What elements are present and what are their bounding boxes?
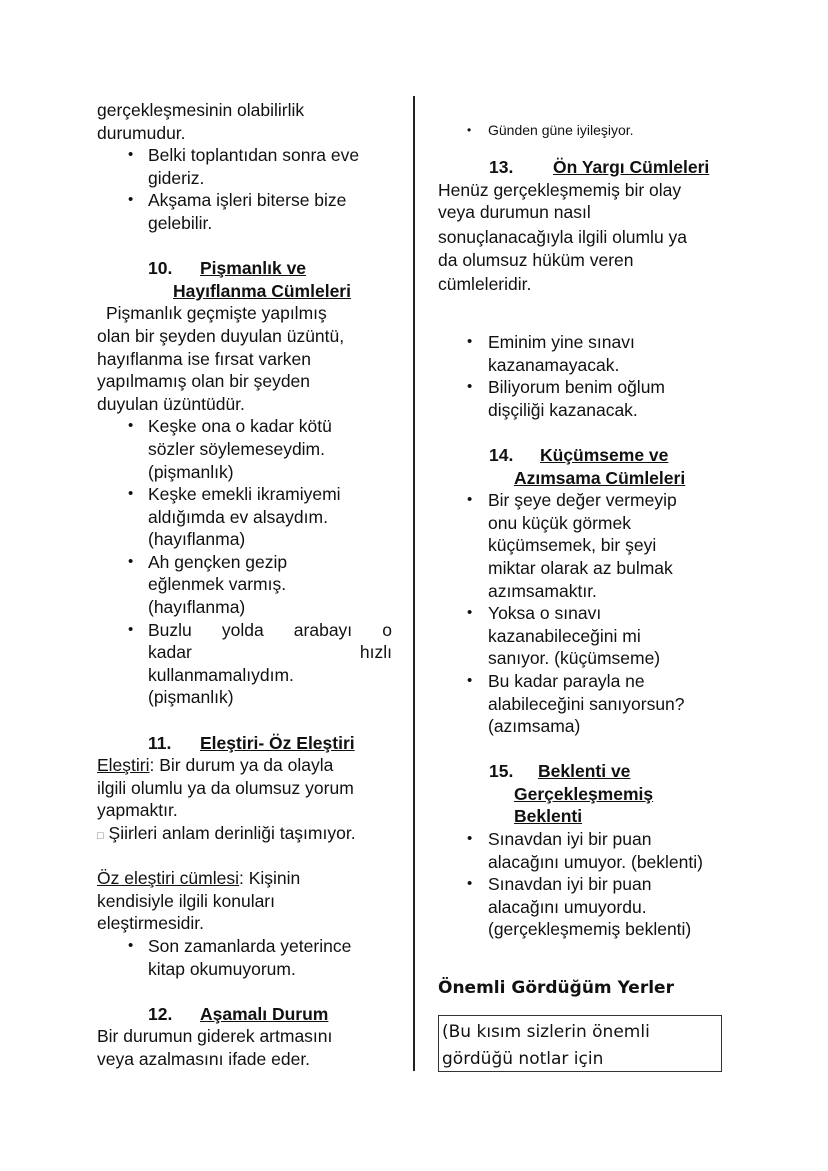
section-heading-15 xyxy=(438,760,733,783)
list-text: küçümsemek, bir şeyi xyxy=(488,535,657,556)
list-item xyxy=(97,415,392,438)
list-item xyxy=(438,670,733,693)
bullet-icon: • xyxy=(128,936,134,954)
bullet-icon: • xyxy=(467,671,473,689)
text-line: gerçekleşmesinin olabilirlik xyxy=(97,100,305,120)
text-line: : Bir durum ya da olayla xyxy=(149,755,334,776)
right-column-top xyxy=(438,120,733,140)
section-number: 10. xyxy=(148,258,173,279)
list-text: Sınavdan iyi bir puan xyxy=(488,829,652,850)
section-heading-11 xyxy=(97,732,392,755)
section-heading-10 xyxy=(97,257,392,280)
list-text: aldığımda ev alsaydım. xyxy=(148,506,328,527)
section-title: Azımsama Cümleleri xyxy=(514,467,686,488)
list-text: (pişmanlık) xyxy=(148,461,234,482)
section-number: 12. xyxy=(148,1003,173,1024)
bullet-icon: • xyxy=(128,146,134,164)
text-line: Şiirleri anlam derinliği taşımıyor. xyxy=(108,823,356,843)
left-column xyxy=(97,99,392,1071)
text-line: duyulan üzüntüdür. xyxy=(97,393,245,414)
definition xyxy=(97,754,392,777)
section-title: Beklenti xyxy=(514,806,583,827)
notes-heading: Önemli Gördüğüm Yerler xyxy=(438,978,674,998)
list-text: (gerçekleşmemiş beklenti) xyxy=(488,919,692,940)
list-text: miktar olarak az bulmak xyxy=(488,557,673,578)
list-item xyxy=(438,489,733,512)
list-item xyxy=(438,873,733,896)
section-title: Aşamalı Durum xyxy=(200,1003,329,1024)
checkbox-glyph-icon: □ xyxy=(97,830,104,842)
list-item xyxy=(97,189,392,212)
list-text: gideriz. xyxy=(148,167,205,188)
list-text: Son zamanlarda yeterince xyxy=(148,935,352,956)
section-number: 13. xyxy=(489,157,514,177)
list-text: Ah gençken gezip xyxy=(148,551,288,572)
bullet-icon: • xyxy=(467,830,473,848)
list-item xyxy=(438,120,733,140)
section-number: 14. xyxy=(489,444,514,465)
list-text: kadar hızlı xyxy=(148,642,392,663)
list-text: sanıyor. (küçümseme) xyxy=(488,648,661,669)
list-text: Buzlu yolda arabayı o xyxy=(148,619,392,640)
definition xyxy=(97,867,392,890)
list-text: sözler söylemeseydim. xyxy=(148,438,325,459)
list-item xyxy=(438,602,733,625)
list-item xyxy=(438,331,733,354)
text-line: yapmaktır. xyxy=(97,800,178,821)
list-text: alacağını umuyordu. xyxy=(488,896,647,917)
text-line: durumudur. xyxy=(97,122,186,143)
list-item xyxy=(97,144,392,167)
section-title: Gerçekleşmemiş xyxy=(514,783,654,804)
notes-text: gördüğü notlar için xyxy=(442,1049,604,1069)
list-text: Keşke emekli ikramiyemi xyxy=(148,484,341,505)
list-text: Bu kadar parayla ne xyxy=(488,670,645,691)
list-item xyxy=(97,619,392,642)
list-text: Sınavdan iyi bir puan xyxy=(488,874,652,895)
section-title: Küçümseme ve xyxy=(540,444,669,465)
section-title: Hayıflanma Cümleleri xyxy=(173,280,351,301)
list-text: alacağını umuyor. (beklenti) xyxy=(488,851,703,872)
section-heading-14 xyxy=(438,444,733,467)
bullet-icon: • xyxy=(128,552,134,570)
list-item xyxy=(438,376,733,399)
list-text: (hayıflanma) xyxy=(148,529,246,550)
text-line: Pişmanlık geçmişte yapılmış xyxy=(106,303,327,324)
list-text: kazanabileceğini mi xyxy=(488,625,641,646)
section-13-examples xyxy=(438,331,733,941)
list-text: alabileceğini sanıyorsun? xyxy=(488,693,685,714)
bullet-icon: • xyxy=(467,378,473,396)
list-text: (pişmanlık) xyxy=(148,687,234,708)
text-line: cümleleridir. xyxy=(438,273,532,294)
section-title: Eleştiri- Öz Eleştiri xyxy=(200,732,355,753)
text-line: sonuçlanacağıyla ilgili olumlu ya xyxy=(438,226,688,247)
list-text: Günden güne iyileşiyor. xyxy=(488,122,634,138)
text-line: da olumsuz hüküm veren xyxy=(438,250,634,271)
section-title: Beklenti ve xyxy=(538,761,631,782)
section-title: Pişmanlık ve xyxy=(200,258,307,279)
list-text: eğlenmek varmış. xyxy=(148,574,287,595)
list-text: kazanamayacak. xyxy=(488,354,620,375)
list-item xyxy=(97,935,392,958)
text-line: veya azalmasını ifade eder. xyxy=(97,1048,311,1069)
text-line: : Kişinin xyxy=(238,868,301,889)
text-line: olan bir şeyden duyulan üzüntü, xyxy=(97,325,345,346)
bullet-icon: • xyxy=(128,417,134,435)
list-text: gelebilir. xyxy=(148,212,213,233)
list-item xyxy=(97,483,392,506)
section-number: 11. xyxy=(148,732,172,753)
text-line: ilgili olumlu ya da olumsuz yorum xyxy=(97,777,354,798)
notes-text: (Bu kısım sizlerin önemli xyxy=(442,1022,650,1042)
bullet-icon: • xyxy=(467,604,473,622)
column-divider xyxy=(413,96,415,1071)
bullet-icon: • xyxy=(467,333,473,350)
text-line: eleştirmesidir. xyxy=(97,913,204,934)
list-text: dişçiliği kazanacak. xyxy=(488,399,638,420)
list-text: Bir şeye değer vermeyip xyxy=(488,490,677,511)
text-line: Bir durumun giderek artmasını xyxy=(97,1026,333,1047)
list-item xyxy=(97,551,392,574)
bullet-icon: • xyxy=(467,123,472,137)
bullet-icon: • xyxy=(128,191,134,209)
text-line: hayıflanma ise fırsat varken xyxy=(97,348,311,369)
bullet-icon: • xyxy=(467,875,473,893)
list-text: Eminim yine sınavı xyxy=(488,332,635,352)
text-line: Henüz gerçekleşmemiş bir olay xyxy=(438,179,682,200)
list-text: Biliyorum benim oğlum xyxy=(488,377,666,398)
list-text: (hayıflanma) xyxy=(148,597,246,618)
list-text: (azımsama) xyxy=(488,716,581,737)
text-line: kendisiyle ilgili konuları xyxy=(97,890,275,911)
list-text: onu küçük görmek xyxy=(488,512,631,533)
list-item xyxy=(438,828,733,851)
text-line: veya durumun nasıl xyxy=(438,202,591,223)
section-number: 15. xyxy=(489,761,514,782)
section-heading-12 xyxy=(97,1003,392,1026)
bullet-icon: • xyxy=(467,491,473,509)
section-heading-13 xyxy=(438,156,733,179)
notes-box[interactable] xyxy=(438,1015,722,1072)
example-line xyxy=(97,822,392,845)
list-text: Belki toplantıdan sonra eve xyxy=(148,145,360,166)
section-title: Ön Yargı Cümleleri xyxy=(553,157,710,177)
term: Eleştiri xyxy=(97,755,150,776)
list-text: kitap okumuyorum. xyxy=(148,958,296,979)
term: Öz eleştiri cümlesi xyxy=(97,868,239,889)
text-line: yapılmamış olan bir şeyden xyxy=(97,371,311,392)
section-13 xyxy=(438,156,733,292)
bullet-icon: • xyxy=(128,620,134,638)
list-text: kullanmamalıydım. xyxy=(148,664,294,685)
list-text: Yoksa o sınavı xyxy=(488,603,602,624)
list-text: azımsamaktır. xyxy=(488,580,597,601)
list-text: Keşke ona o kadar kötü xyxy=(148,416,332,437)
bullet-icon: • xyxy=(128,485,134,503)
list-text: Akşama işleri biterse bize xyxy=(148,190,347,211)
